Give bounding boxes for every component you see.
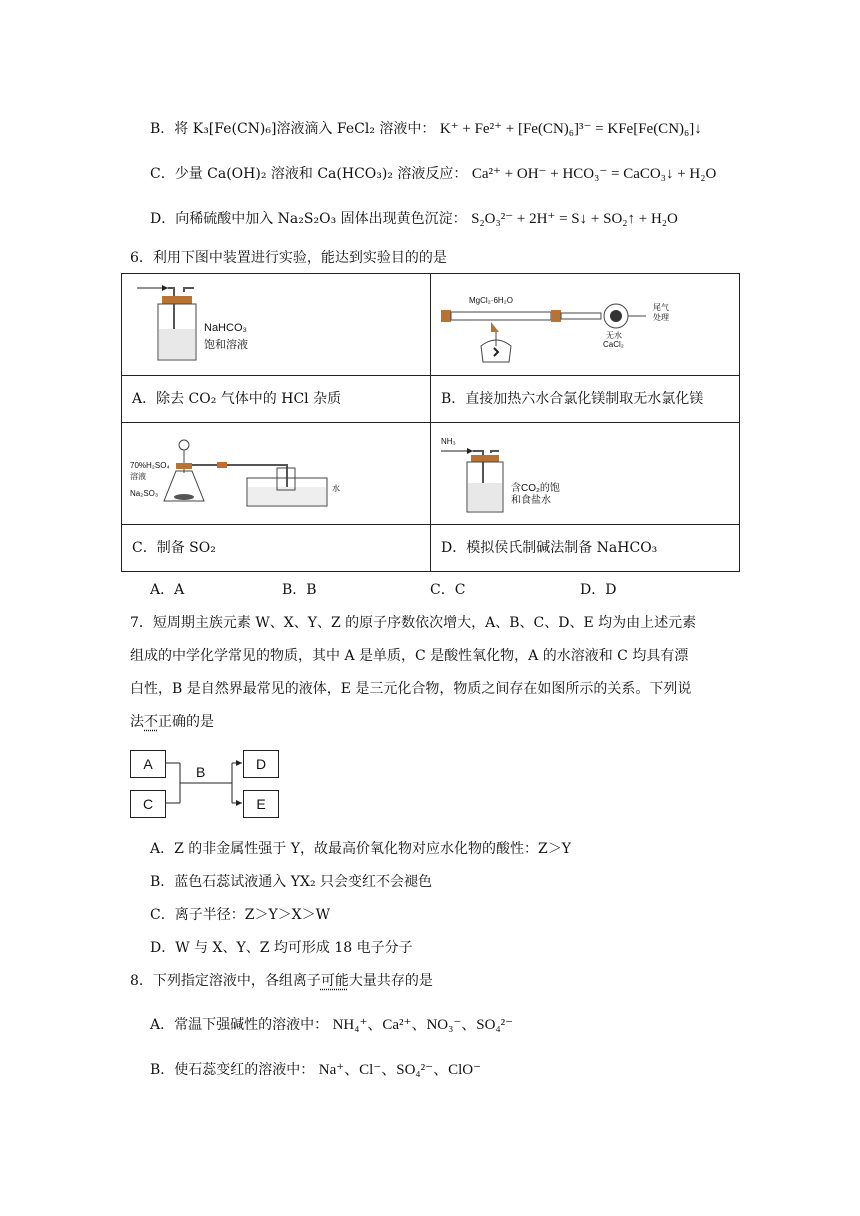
q8-option-a-ions: NH₄⁺、Ca²⁺、NO₃⁻、SO₄²⁻ (332, 1017, 514, 1033)
diagram-node-a: A (130, 750, 166, 778)
q8-stem-pre: 8．下列指定溶液中，各组离子 (130, 973, 321, 989)
q8-option-b-label: B．使石蕊变红的溶液中： (150, 1062, 315, 1078)
apparatus-a-label-2: 饱和溶液 (204, 339, 248, 351)
q7-stem-line-2: 组成的中学化学常见的物质，其中 A 是单质，C 是酸性氧化物，A 的水溶液和 C 均具有漂 (130, 648, 689, 664)
q6-option-a: A．A (150, 582, 185, 598)
flask-gas-collection-icon (122, 423, 430, 524)
apparatus-b-label-cacl2-1: 无水 (606, 331, 622, 340)
q5-option-c-equation: Ca²⁺ + OH⁻ + HCO₃⁻ = CaCO₃↓ + H₂O (471, 166, 717, 182)
apparatus-d-label-nh3: NH₃ (441, 437, 456, 446)
apparatus-a-label-1: NaHCO₃ (204, 322, 247, 334)
q5-option-b-equation: K⁺ + Fe²⁺ + [Fe(CN)₆]³⁻ = KFe[Fe(CN)₆]↓ (439, 121, 702, 137)
diagram-node-e: E (243, 790, 279, 818)
q6-option-c: C．C (430, 582, 466, 598)
q5-option-b-label: B．将 K₃[Fe(CN)₆]溶液滴入 FeCl₂ 溶液中： (150, 121, 436, 137)
apparatus-c (122, 423, 430, 524)
q7-stem-pre: 法 (130, 714, 144, 730)
q6-caption-b: B．直接加热六水合氯化镁制取无水氯化镁 (431, 376, 740, 423)
gas-bottle-icon (431, 423, 739, 524)
diagram-node-b: B (196, 764, 206, 780)
apparatus-b-label-tail2: 处理 (653, 313, 669, 322)
q7-stem-emphasis: 不 (144, 714, 158, 730)
q7-stem-line-1: 7．短周期主族元素 W、X、Y、Z 的原子序数依次增大，A、B、C、D、E 均为由上述元素 (130, 615, 697, 631)
q7-option-c: C．离子半径：Z＞Y＞X＞W (150, 907, 331, 923)
diagram-node-c: C (130, 790, 166, 818)
q8-option-a-label: A．常温下强碱性的溶液中： (150, 1017, 329, 1033)
q8-stem-post: 大量共存的是 (348, 973, 433, 989)
q5-option-d (150, 208, 678, 228)
apparatus-c-label-acid: 70%H₂SO₄ (130, 461, 170, 470)
q7-stem-line-3: 白性，B 是自然界最常见的液体，E 是三元化合物，物质之间存在如图所示的关系。下列说 (130, 681, 692, 697)
apparatus-d (431, 423, 739, 524)
apparatus-b-label-mgcl2: MgCl₂·6H₂O (469, 296, 513, 305)
q7-option-b: B．蓝色石蕊试液通入 YX₂ 只会变红不会褪色 (150, 874, 433, 890)
q7-option-a: A．Z 的非金属性强于 Y，故最高价氧化物对应水化物的酸性：Z＞Y (150, 841, 571, 857)
apparatus-c-label-water: 水 (332, 484, 340, 493)
q6-option-d: D．D (580, 582, 617, 598)
q8-stem (130, 970, 433, 990)
q5-option-b (150, 118, 702, 138)
diagram-node-d: D (243, 750, 279, 778)
q6-caption-c: C．制备 SO₂ (122, 525, 431, 572)
q8-stem-emphasis: 可能 (320, 973, 349, 989)
apparatus-d-label-2: 和食盐水 (511, 495, 551, 506)
q6-caption-a: A．除去 CO₂ 气体中的 HCl 杂质 (122, 376, 431, 423)
heating-tube-icon (431, 274, 739, 375)
apparatus-b-label-tail1: 尾气 (653, 303, 669, 312)
q8-option-a (150, 1013, 513, 1034)
apparatus-a (122, 274, 430, 375)
q7-option-d: D．W 与 X、Y、Z 均可形成 18 电子分子 (150, 940, 413, 956)
q7-stem-line-4 (130, 711, 214, 731)
washing-bottle-icon (122, 274, 430, 375)
q8-option-b-ions: Na⁺、Cl⁻、SO₄²⁻、ClO⁻ (318, 1062, 481, 1078)
apparatus-d-label-1: 含CO₂的饱 (511, 483, 560, 494)
q5-option-d-label: D．向稀硫酸中加入 Na₂S₂O₃ 固体出现黄色沉淀： (150, 211, 467, 227)
apparatus-c-label-na2so3: Na₂SO₃ (130, 489, 159, 498)
apparatus-c-label-solution: 溶液 (130, 472, 146, 481)
q6-caption-d: D．模拟侯氏制碱法制备 NaHCO₃ (431, 525, 740, 572)
q6-option-b: B．B (282, 582, 317, 598)
q6-stem: 6．利用下图中装置进行实验，能达到实验目的的是 (130, 250, 447, 266)
q7-stem-post: 正确的是 (158, 714, 214, 730)
q8-option-b (150, 1058, 481, 1079)
apparatus-b-label-cacl2-2: CaCl₂ (603, 340, 624, 349)
q5-option-c (150, 163, 716, 183)
apparatus-b (431, 274, 739, 375)
q5-option-c-label: C．少量 Ca(OH)₂ 溶液和 Ca(HCO₃)₂ 溶液反应： (150, 166, 468, 182)
q6-table (121, 273, 740, 572)
q5-option-d-equation: S₂O₃²⁻ + 2H⁺ = S↓ + SO₂↑ + H₂O (471, 211, 678, 227)
